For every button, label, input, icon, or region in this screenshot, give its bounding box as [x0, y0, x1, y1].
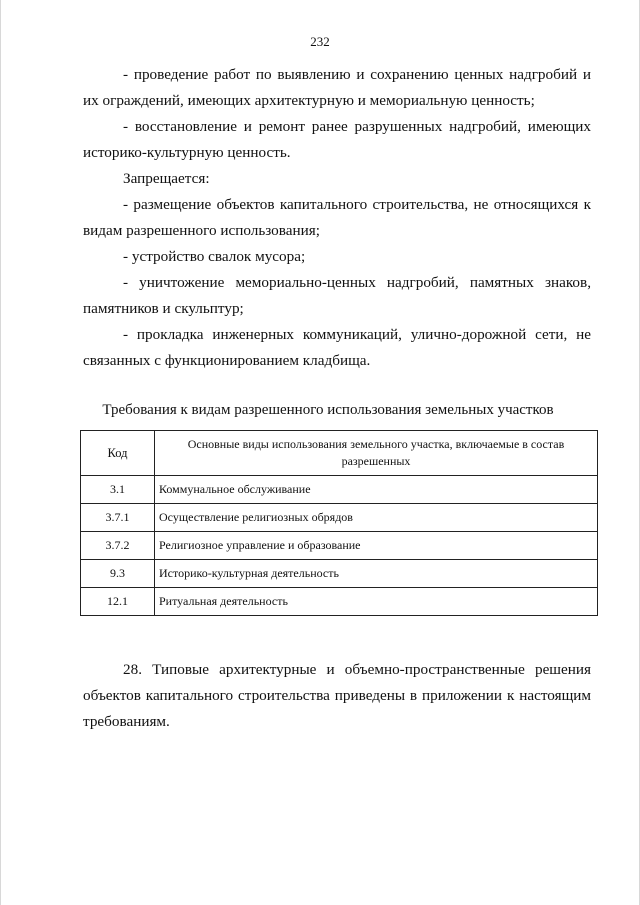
paragraph: Запрещается: — [123, 170, 210, 187]
header-description: Основные виды использования земельного участка, включаемые в состав разрешенных — [155, 431, 598, 476]
page-number: 232 — [310, 34, 330, 49]
row-description: Коммунальное обслуживание — [155, 476, 598, 504]
row-description: Религиозное управление и образование — [155, 532, 598, 560]
paragraph: - уничтожение мемориально-ценных надгробий, памятных знаков, памятников и скульптур; — [83, 274, 591, 317]
paragraph: - восстановление и ремонт ранее разрушенных надгробий, имеющих историко-культурную ценность. — [83, 118, 591, 161]
row-code: 9.3 — [81, 560, 155, 588]
table-row — [81, 532, 598, 560]
table-caption: Требования к видам разрешенного использования земельных участков — [102, 402, 554, 418]
final-text — [83, 657, 591, 735]
row-description: Историко-культурная деятельность — [155, 560, 598, 588]
row-code: 3.7.1 — [81, 504, 155, 532]
row-code: 12.1 — [81, 588, 155, 616]
table-header-row — [81, 431, 598, 476]
table-row — [81, 476, 598, 504]
row-description: Осуществление религиозных обрядов — [155, 504, 598, 532]
table-row — [81, 560, 598, 588]
table-row — [81, 588, 598, 616]
table-row — [81, 504, 598, 532]
row-code: 3.1 — [81, 476, 155, 504]
paragraph: - прокладка инженерных коммуникаций, улично-дорожной сети, не связанных с функционированием кладбища. — [83, 326, 591, 369]
header-code: Код — [81, 431, 155, 476]
paragraph: - устройство свалок мусора; — [123, 248, 306, 265]
paragraph-28: 28. Типовые архитектурные и объемно-пространственные решения объектов капитального строительства приведены в приложении к настоящим требованиям. — [83, 661, 591, 730]
body-text — [83, 62, 591, 374]
land-use-table — [80, 430, 598, 616]
row-code: 3.7.2 — [81, 532, 155, 560]
paragraph: - проведение работ по выявлению и сохранению ценных надгробий и их ограждений, имеющих архитектурную и мемориальную ценность; — [83, 66, 591, 109]
row-description: Ритуальная деятельность — [155, 588, 598, 616]
paragraph: - размещение объектов капитального строительства, не относящихся к видам разрешенного использования; — [83, 196, 591, 239]
